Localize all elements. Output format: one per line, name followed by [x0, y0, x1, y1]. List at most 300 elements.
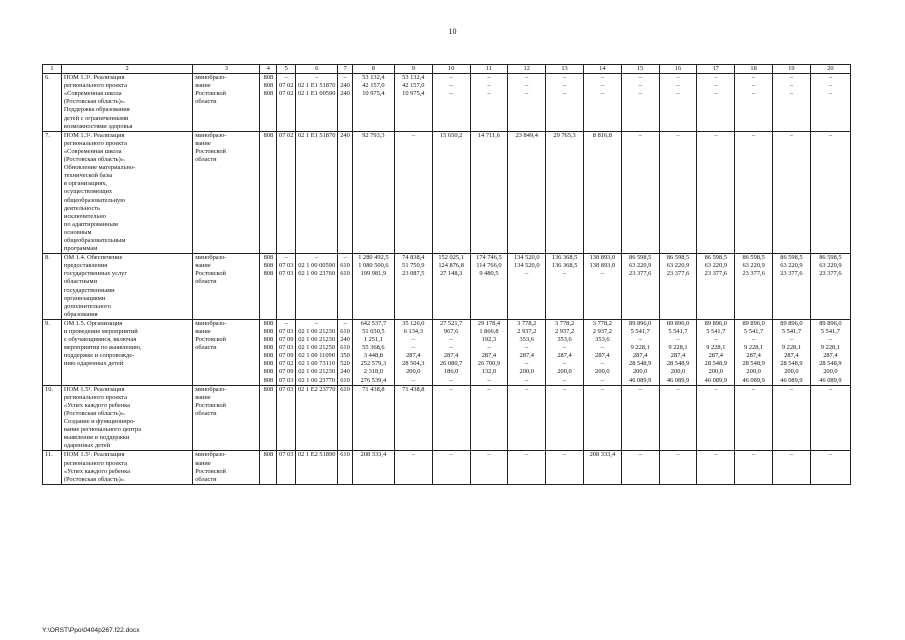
data-value: 5 541,7: [781, 328, 802, 335]
data-value: 5 541,7: [744, 328, 764, 335]
data-value: –: [752, 74, 756, 82]
data-value: –: [789, 82, 794, 90]
column-number: 19: [773, 65, 811, 74]
data-value: –: [487, 90, 491, 98]
data-value: 86 598,5: [819, 254, 842, 262]
column-number: 3: [193, 65, 260, 74]
data-value: 02 1 E2 51890: [297, 451, 336, 459]
data-cell: [810, 319, 850, 385]
measure-name-line: нию одаренных детей: [63, 360, 124, 368]
data-value: 610: [340, 376, 350, 384]
data-value: –: [752, 82, 756, 90]
data-cell: [583, 254, 621, 320]
data-value: 26 080,7: [439, 360, 463, 368]
row-number: 10.: [43, 385, 62, 451]
row-number: 11.: [43, 451, 62, 484]
data-value: 02 1 00 23770: [298, 376, 336, 384]
data-value: 28 548,9: [704, 360, 727, 368]
data-value: 28 548,9: [629, 360, 652, 368]
data-value: 63 220,9: [666, 262, 690, 270]
data-value: 610: [340, 262, 350, 270]
data-value: 5 541,7: [630, 328, 650, 335]
data-value: 07 03: [279, 376, 294, 384]
data-value: –: [600, 74, 604, 82]
data-cell: [338, 319, 353, 385]
data-value: 200,0: [595, 368, 610, 376]
data-cell: [659, 131, 697, 253]
data-value: –: [525, 360, 529, 368]
data-cell: [260, 74, 277, 132]
data-cell: [470, 385, 508, 451]
data-cell: [432, 74, 470, 132]
data-cell: [583, 74, 621, 132]
data-cell: [432, 385, 470, 451]
data-value: 9 480,5: [479, 270, 499, 278]
data-value: 208 333,4: [589, 451, 616, 459]
measure-name-line: программам: [63, 245, 98, 253]
data-value: 287,4: [519, 352, 534, 360]
data-value: –: [525, 270, 529, 278]
column-number-row: [43, 65, 851, 74]
data-value: –: [789, 336, 794, 344]
column-number: 11: [470, 65, 508, 74]
data-cell: [583, 451, 621, 484]
data-cell: [546, 74, 584, 132]
measure-name-line: (Ростовская область)».: [63, 409, 126, 417]
data-value: –: [789, 90, 794, 98]
data-value: 02 1 00 73110: [298, 360, 335, 368]
data-value: 808: [263, 352, 274, 360]
data-cell: [735, 254, 773, 320]
data-cell: [260, 254, 277, 320]
data-value: 192,3: [481, 336, 497, 344]
data-value: –: [562, 451, 567, 459]
data-value: 63 220,9: [629, 262, 652, 270]
data-value: 200,0: [784, 368, 799, 376]
measure-name-line: организациями: [63, 294, 106, 302]
data-value: 28 548,9: [780, 360, 803, 368]
measure-name-line: Поддержка образования: [63, 106, 130, 114]
measure-name-line: ПОМ 1.3¹. Реализация: [63, 74, 125, 82]
measure-name-line: ОМ 1.4. Обеспечение: [63, 254, 123, 262]
data-cell: [735, 131, 773, 253]
data-cell: [697, 319, 735, 385]
measure-name-line: деятельность: [63, 204, 100, 212]
data-cell: [810, 74, 850, 132]
data-value: –: [638, 385, 642, 393]
data-value: 2 937,2: [554, 328, 575, 335]
data-value: –: [449, 74, 453, 82]
executor-line: вание: [195, 82, 211, 90]
measure-name-line: областными: [63, 278, 98, 286]
data-value: 808: [263, 254, 274, 262]
data-value: 199 981,9: [360, 270, 387, 278]
data-value: 136 368,5: [551, 254, 578, 262]
data-value: –: [562, 74, 567, 82]
data-value: –: [638, 82, 642, 90]
table-row: [43, 131, 851, 253]
data-cell: [338, 254, 353, 320]
data-value: –: [562, 270, 567, 278]
data-cell: [352, 451, 394, 484]
data-value: –: [562, 90, 567, 98]
data-value: 5 541,7: [706, 328, 726, 335]
data-value: –: [411, 376, 415, 384]
executor: [193, 319, 260, 385]
measure-name-line: Обновление материально-: [63, 164, 136, 172]
executor: [193, 385, 260, 451]
data-value: –: [600, 82, 604, 90]
data-cell: [621, 385, 659, 451]
data-value: 353,6: [519, 336, 534, 344]
data-value: 02 1 00 23760: [298, 270, 336, 278]
data-value: 92 793,3: [362, 131, 385, 139]
executor-line: вание: [195, 459, 211, 467]
data-cell: [621, 254, 659, 320]
data-value: 07 09: [279, 336, 294, 344]
executor-line: области: [195, 156, 217, 164]
data-cell: [697, 451, 735, 484]
data-value: 07 02: [279, 90, 294, 98]
data-value: 808: [263, 376, 274, 384]
executor-line: вание: [195, 328, 211, 335]
executor: [193, 131, 260, 253]
data-cell: [508, 385, 546, 451]
data-value: 276 539,4: [360, 376, 387, 384]
data-value: 240: [340, 82, 350, 90]
row-number: 6.: [43, 74, 62, 132]
measure-name-line: общеобразовательную: [63, 196, 125, 204]
measure-name-line: ПОМ 1.3². Реализация: [63, 131, 125, 139]
data-value: 89 896,0: [704, 319, 727, 327]
data-value: 114 766,0: [476, 262, 502, 270]
data-cell: [432, 254, 470, 320]
data-value: –: [789, 74, 794, 82]
column-number: 1: [43, 65, 62, 74]
data-cell: [697, 254, 735, 320]
data-value: 642 537,7: [360, 319, 387, 327]
measure-name-line: «Успех каждого ребенка: [63, 467, 130, 475]
row-number: 7.: [43, 131, 62, 253]
executor-line: минобразо-: [195, 385, 227, 393]
data-value: 287,4: [443, 352, 459, 360]
data-value: –: [315, 254, 319, 262]
data-value: –: [449, 385, 453, 393]
data-cell: [470, 74, 508, 132]
data-value: 353,6: [595, 336, 610, 344]
data-value: –: [714, 131, 718, 139]
data-value: –: [411, 451, 415, 459]
data-value: –: [676, 451, 680, 459]
data-cell: [260, 131, 277, 253]
data-value: 350: [340, 352, 350, 360]
data-value: 63 220,9: [742, 262, 765, 270]
data-value: –: [828, 74, 833, 82]
data-value: –: [487, 74, 491, 82]
data-cell: [508, 131, 546, 253]
data-value: –: [714, 451, 718, 459]
data-value: 808: [263, 74, 274, 82]
data-value: –: [638, 451, 642, 459]
data-cell: [394, 385, 432, 451]
executor-line: минобразо-: [195, 74, 227, 82]
data-value: 89 896,0: [819, 319, 842, 327]
measure-name-line: регионального проекта: [63, 82, 127, 90]
data-value: 51 750,9: [402, 262, 425, 270]
measure-name-line: общеобразовательным: [63, 236, 126, 244]
measure-name-line: регионального проекта: [63, 139, 127, 147]
data-value: 808: [263, 82, 274, 90]
data-cell: [621, 74, 659, 132]
measure-name: [61, 385, 192, 451]
data-cell: [338, 74, 353, 132]
data-cell: [697, 74, 735, 132]
executor-line: минобразо-: [195, 451, 227, 459]
data-value: 42 157,0: [362, 82, 385, 90]
data-value: 07 09: [279, 368, 294, 376]
data-value: –: [828, 82, 833, 90]
measure-name-line: государственными: [63, 286, 115, 294]
data-value: 63 220,9: [819, 262, 842, 270]
data-value: 42 157,0: [402, 82, 425, 90]
data-value: 1 251,1: [363, 336, 383, 344]
data-value: –: [487, 344, 491, 352]
measure-name-line: образования: [63, 310, 98, 318]
data-value: 86 598,5: [780, 254, 803, 262]
executor: [193, 254, 260, 320]
column-number: 20: [810, 65, 850, 74]
data-value: 132,0: [481, 368, 497, 376]
data-value: –: [676, 90, 680, 98]
data-value: –: [676, 74, 680, 82]
data-value: 46 089,9: [704, 376, 727, 384]
data-cell: [697, 385, 735, 451]
data-cell: [659, 319, 697, 385]
data-value: 86 598,5: [629, 254, 652, 262]
table-row: [43, 385, 851, 451]
data-cell: [508, 319, 546, 385]
data-value: 200,0: [746, 368, 761, 376]
data-value: –: [676, 336, 680, 344]
data-value: 14 711,6: [477, 131, 500, 139]
data-value: –: [752, 131, 756, 139]
measure-name-line: ОМ 1.5. Организация: [63, 319, 123, 327]
data-value: 29 765,3: [553, 131, 576, 139]
measure-name-line: (Ростовская область)».: [63, 98, 126, 106]
data-value: 02 1 00 00590: [298, 262, 336, 270]
data-value: –: [600, 90, 604, 98]
data-value: –: [525, 90, 529, 98]
data-value: 63 220,9: [780, 262, 803, 270]
data-cell: [296, 319, 338, 385]
data-value: 86 598,5: [666, 254, 690, 262]
data-cell: [338, 385, 353, 451]
data-value: –: [676, 131, 680, 139]
column-number: 12: [508, 65, 546, 74]
data-value: 610: [340, 328, 350, 335]
measure-name-line: государственных услуг: [63, 270, 127, 278]
data-cell: [394, 451, 432, 484]
data-value: 200,0: [823, 368, 838, 376]
data-cell: [697, 131, 735, 253]
data-cell: [773, 451, 811, 484]
data-value: –: [562, 344, 567, 352]
measure-name: [61, 131, 192, 253]
data-cell: [546, 385, 584, 451]
data-value: 3 448,8: [363, 352, 383, 360]
data-value: 200,0: [708, 368, 723, 376]
data-cell: [260, 385, 277, 451]
data-cell: [773, 74, 811, 132]
measure-name-line: регионального проекта: [63, 393, 127, 401]
data-value: 240: [340, 368, 350, 376]
data-value: –: [752, 451, 756, 459]
data-value: 26 700,9: [477, 360, 501, 368]
data-cell: [277, 74, 296, 132]
measure-name-line: «Успех каждого ребенка: [63, 401, 130, 409]
data-cell: [260, 319, 277, 385]
data-value: –: [828, 336, 833, 344]
data-value: –: [676, 385, 680, 393]
data-value: 02 1 E1 00590: [297, 90, 336, 98]
data-cell: [546, 131, 584, 253]
data-value: –: [789, 131, 794, 139]
data-value: 9 228,1: [630, 344, 650, 352]
data-value: 23 087,5: [402, 270, 425, 278]
column-number: 18: [735, 65, 773, 74]
data-value: 610: [340, 451, 350, 459]
data-value: 07 03: [279, 385, 294, 393]
column-number: 6: [296, 65, 338, 74]
data-cell: [659, 451, 697, 484]
data-cell: [394, 131, 432, 253]
data-value: 71 438,8: [402, 385, 425, 393]
data-value: 287,4: [595, 352, 610, 360]
table-row: [43, 451, 851, 484]
data-value: 1 080 500,6: [358, 262, 389, 270]
data-value: –: [600, 270, 604, 278]
data-value: –: [449, 90, 453, 98]
data-value: 9 228,1: [706, 344, 726, 352]
executor-line: Ростовской: [195, 401, 226, 409]
data-value: 02 1 00 21230: [298, 328, 336, 335]
data-value: 07 02: [279, 131, 294, 139]
column-number: 13: [546, 65, 584, 74]
data-value: –: [284, 319, 288, 327]
data-value: 252 579,3: [360, 360, 387, 368]
data-value: 9 228,1: [820, 344, 840, 352]
data-value: 808: [263, 328, 274, 335]
executor-line: вание: [195, 262, 211, 270]
executor-line: вание: [195, 393, 211, 401]
data-value: 89 896,0: [666, 319, 690, 327]
data-cell: [810, 385, 850, 451]
data-value: –: [789, 385, 794, 393]
data-value: 2 937,2: [517, 328, 537, 335]
data-value: –: [638, 74, 642, 82]
data-cell: [470, 319, 508, 385]
table-row: [43, 254, 851, 320]
data-value: 3 778,2: [554, 319, 575, 327]
data-value: –: [828, 385, 833, 393]
data-value: –: [487, 376, 491, 384]
table-row: [43, 319, 851, 385]
measure-name-line: в организациях,: [63, 180, 108, 188]
data-cell: [432, 319, 470, 385]
data-value: 610: [340, 385, 350, 393]
data-value: –: [714, 385, 718, 393]
data-value: 07 03: [279, 451, 294, 459]
data-value: 967,6: [443, 328, 459, 335]
column-number: 9: [394, 65, 432, 74]
data-value: 287,4: [746, 352, 761, 360]
data-value: 02 1 E1 51870: [297, 82, 336, 90]
data-value: 02 1 00 21230: [298, 336, 336, 344]
data-value: 28 548,9: [666, 360, 690, 368]
data-value: 07 03: [279, 328, 294, 335]
data-value: 9 228,1: [781, 344, 802, 352]
data-value: –: [343, 319, 347, 327]
data-value: 240: [340, 336, 350, 344]
row-number: 8.: [43, 254, 62, 320]
data-value: 51 030,5: [362, 328, 385, 335]
data-value: –: [487, 451, 491, 459]
data-value: –: [525, 385, 529, 393]
data-value: –: [562, 385, 567, 393]
measure-name: [61, 254, 192, 320]
measure-name-line: по адаптированным: [63, 220, 118, 228]
data-value: 53 132,4: [362, 74, 385, 82]
measure-name-line: Создание и функциониро-: [63, 418, 136, 426]
data-cell: [470, 451, 508, 484]
measure-name-line: вание регионального центра: [63, 426, 142, 434]
data-value: –: [411, 344, 415, 352]
data-cell: [659, 254, 697, 320]
measure-name-line: регионального проекта: [63, 459, 127, 467]
measure-name-line: осуществляющих: [63, 188, 113, 196]
data-value: 23 377,6: [629, 270, 652, 278]
executor-line: области: [195, 409, 217, 417]
file-path-footer: Y:\ORST\Ppo\0404p267.f22.docx: [42, 627, 140, 634]
data-value: 287,4: [670, 352, 686, 360]
data-value: –: [525, 344, 529, 352]
data-value: 28 548,9: [742, 360, 765, 368]
executor-line: вание: [195, 139, 211, 147]
data-value: 808: [263, 270, 274, 278]
data-value: 138 893,0: [589, 262, 616, 270]
measure-name-line: одаренных детей: [63, 442, 111, 450]
measure-name-line: (Ростовская область)».: [63, 156, 126, 164]
column-number: 16: [659, 65, 697, 74]
data-cell: [432, 451, 470, 484]
data-value: 02 1 E1 51870: [297, 131, 336, 139]
data-cell: [338, 451, 353, 484]
executor-line: области: [195, 475, 217, 483]
data-cell: [352, 319, 394, 385]
data-value: 208 333,4: [360, 451, 387, 459]
data-value: 74 838,4: [402, 254, 425, 262]
measure-name-line: возможностями здоровья: [63, 122, 133, 130]
data-cell: [296, 451, 338, 484]
executor-line: Ростовской: [195, 270, 226, 278]
measure-name-line: предоставления: [63, 262, 108, 270]
measure-name-line: ПОМ 1.5¹. Реализация: [63, 385, 125, 393]
executor-line: Ростовской: [195, 90, 226, 98]
data-value: –: [411, 131, 415, 139]
data-cell: [621, 319, 659, 385]
data-value: 287,4: [406, 352, 421, 360]
data-value: –: [487, 385, 491, 393]
